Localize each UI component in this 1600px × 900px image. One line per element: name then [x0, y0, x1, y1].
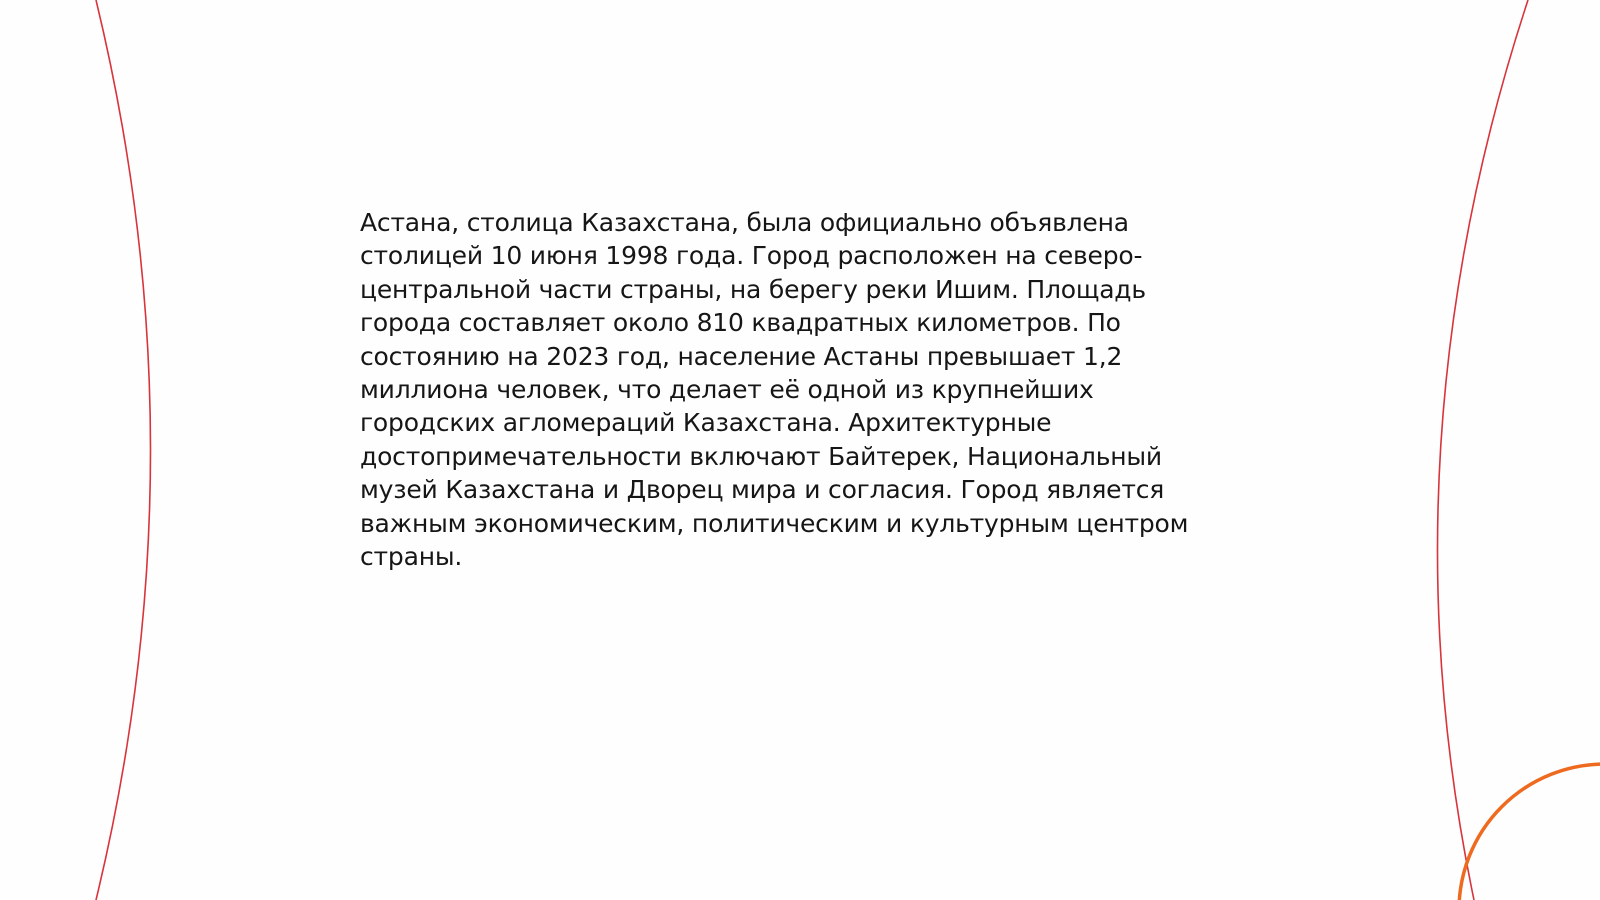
orange-arc	[1459, 764, 1600, 900]
right-curve-line	[1437, 0, 1528, 900]
left-curve-line	[96, 0, 151, 900]
body-paragraph: Астана, столица Казахстана, была официально объявлена столицей 10 июня 1998 года. Город расположен на северо- центральной части страны, на берегу реки Ишим. Площадь города составляет около 810 квадратных километров. По состоянию на 2023 год, население Астаны превышает 1,2 миллиона человек, что делает её одной из крупнейших городских агломераций Казахстана. Архитектурные достопримечательности включают Байтерек, Национальный музей Казахстана и Дворец мира и согласия. Город является важным экономическим, политическим и культурным центром страны.	[360, 208, 1189, 572]
